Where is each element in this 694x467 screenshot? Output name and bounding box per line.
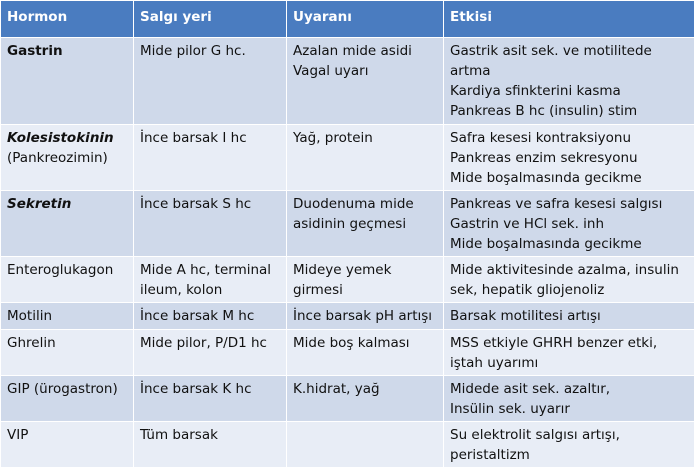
cell-uyarani xyxy=(287,191,444,257)
cell-etkisi xyxy=(444,330,694,376)
effect-text-line: Insülin sek. uyarır xyxy=(450,401,570,417)
hormone-text-line: GIP (ürogastron) xyxy=(7,381,118,397)
hormone-text-line: Kolesistokinin xyxy=(7,130,114,146)
cell-salgi-yeri xyxy=(134,191,287,257)
hormone-text-line: Motilin xyxy=(7,308,53,324)
cell-hormone xyxy=(1,125,134,191)
effect-text-line: Gastrik asit sek. ve motilitede xyxy=(450,43,652,59)
column-header-uyarani: Uyaranı xyxy=(287,1,444,38)
hormone-text-line: (Pankreozimin) xyxy=(7,150,108,166)
stimulus-text-line: asidinin geçmesi xyxy=(293,216,407,232)
stimulus-text-line: Vagal uyarı xyxy=(293,63,369,79)
site-text-line: Mide pilor G hc. xyxy=(140,43,246,59)
cell-salgi-yeri xyxy=(134,422,287,467)
stimulus-text-line: Mide boş kalması xyxy=(293,335,410,351)
hormone-text-line: VIP xyxy=(7,427,29,443)
site-text-line: Mide A hc, terminal xyxy=(140,262,272,278)
cell-etkisi xyxy=(444,257,694,303)
table-row xyxy=(1,422,694,467)
cell-etkisi xyxy=(444,125,694,191)
effect-text-line: Barsak motilitesi artışı xyxy=(450,308,601,324)
stimulus-text-line: Duodenuma mide xyxy=(293,196,414,212)
table-row xyxy=(1,257,694,303)
cell-salgi-yeri xyxy=(134,330,287,376)
effect-text-line: Mide boşalmasında gecikme xyxy=(450,236,642,252)
cell-etkisi xyxy=(444,191,694,257)
effect-text-line: MSS etkiyle GHRH benzer etki, xyxy=(450,335,658,351)
effect-text-line: Gastrin ve HCl sek. inh xyxy=(450,216,605,232)
stimulus-text-line: Mideye yemek xyxy=(293,262,392,278)
cell-salgi-yeri xyxy=(134,38,287,125)
cell-hormone xyxy=(1,376,134,422)
cell-uyarani xyxy=(287,422,444,467)
table-row xyxy=(1,191,694,257)
stimulus-text-line: Yağ, protein xyxy=(293,130,373,146)
cell-salgi-yeri xyxy=(134,125,287,191)
cell-hormone xyxy=(1,330,134,376)
table-header-row xyxy=(1,1,694,38)
stimulus-text-line: girmesi xyxy=(293,282,343,298)
cell-salgi-yeri xyxy=(134,303,287,330)
table-row xyxy=(1,303,694,330)
hormone-text-line: Gastrin xyxy=(7,43,63,59)
effect-text-line: sek, hepatik gliojenoliz xyxy=(450,282,605,298)
table-row xyxy=(1,376,694,422)
effect-text-line: Safra kesesi kontraksiyonu xyxy=(450,130,631,146)
cell-salgi-yeri xyxy=(134,376,287,422)
effect-text-line: peristaltizm xyxy=(450,447,530,463)
cell-hormone xyxy=(1,38,134,125)
site-text-line: ileum, kolon xyxy=(140,282,223,298)
site-text-line: İnce barsak K hc xyxy=(140,381,252,397)
cell-etkisi xyxy=(444,422,694,467)
cell-etkisi xyxy=(444,38,694,125)
cell-uyarani xyxy=(287,330,444,376)
cell-uyarani xyxy=(287,376,444,422)
effect-text-line: Pankreas B hc (insulin) stim xyxy=(450,103,638,119)
effect-text-line: Mide aktivitesinde azalma, insulin xyxy=(450,262,679,278)
cell-hormone xyxy=(1,191,134,257)
stimulus-text-line: K.hidrat, yağ xyxy=(293,381,380,397)
column-header-salgi-yeri: Salgı yeri xyxy=(134,1,287,38)
effect-text-line: Kardiya sfinkterini kasma xyxy=(450,83,621,99)
site-text-line: İnce barsak I hc xyxy=(140,130,247,146)
stimulus-text-line: İnce barsak pH artışı xyxy=(293,308,433,324)
effect-text-line: Su elektrolit salgısı artışı, xyxy=(450,427,620,443)
effect-text-line: Mide boşalmasında gecikme xyxy=(450,170,642,186)
effect-text-line: Pankreas enzim sekresyonu xyxy=(450,150,638,166)
effect-text-line: iştah uyarımı xyxy=(450,355,539,371)
cell-hormone xyxy=(1,257,134,303)
site-text-line: İnce barsak S hc xyxy=(140,196,252,212)
cell-uyarani xyxy=(287,125,444,191)
effect-text-line: Pankreas ve safra kesesi salgısı xyxy=(450,196,663,212)
site-text-line: Mide pilor, P/D1 hc xyxy=(140,335,267,351)
table-row xyxy=(1,38,694,125)
cell-uyarani xyxy=(287,38,444,125)
cell-etkisi xyxy=(444,303,694,330)
hormone-text-line: Sekretin xyxy=(7,196,72,212)
effect-text-line: Midede asit sek. azaltır, xyxy=(450,381,611,397)
table-row xyxy=(1,330,694,376)
table-row xyxy=(1,125,694,191)
cell-salgi-yeri xyxy=(134,257,287,303)
hormone-text-line: Ghrelin xyxy=(7,335,56,351)
site-text-line: İnce barsak M hc xyxy=(140,308,255,324)
site-text-line: Tüm barsak xyxy=(140,427,218,443)
hormone-text-line: Enteroglukagon xyxy=(7,262,114,278)
stimulus-text-line: Azalan mide asidi xyxy=(293,43,412,59)
cell-uyarani xyxy=(287,257,444,303)
cell-hormone xyxy=(1,422,134,467)
cell-etkisi xyxy=(444,376,694,422)
cell-uyarani xyxy=(287,303,444,330)
table-body xyxy=(1,38,694,467)
column-header-hormon: Hormon xyxy=(1,1,134,38)
cell-hormone xyxy=(1,303,134,330)
effect-text-line: artma xyxy=(450,63,491,79)
column-header-etkisi: Etkisi xyxy=(444,1,694,38)
